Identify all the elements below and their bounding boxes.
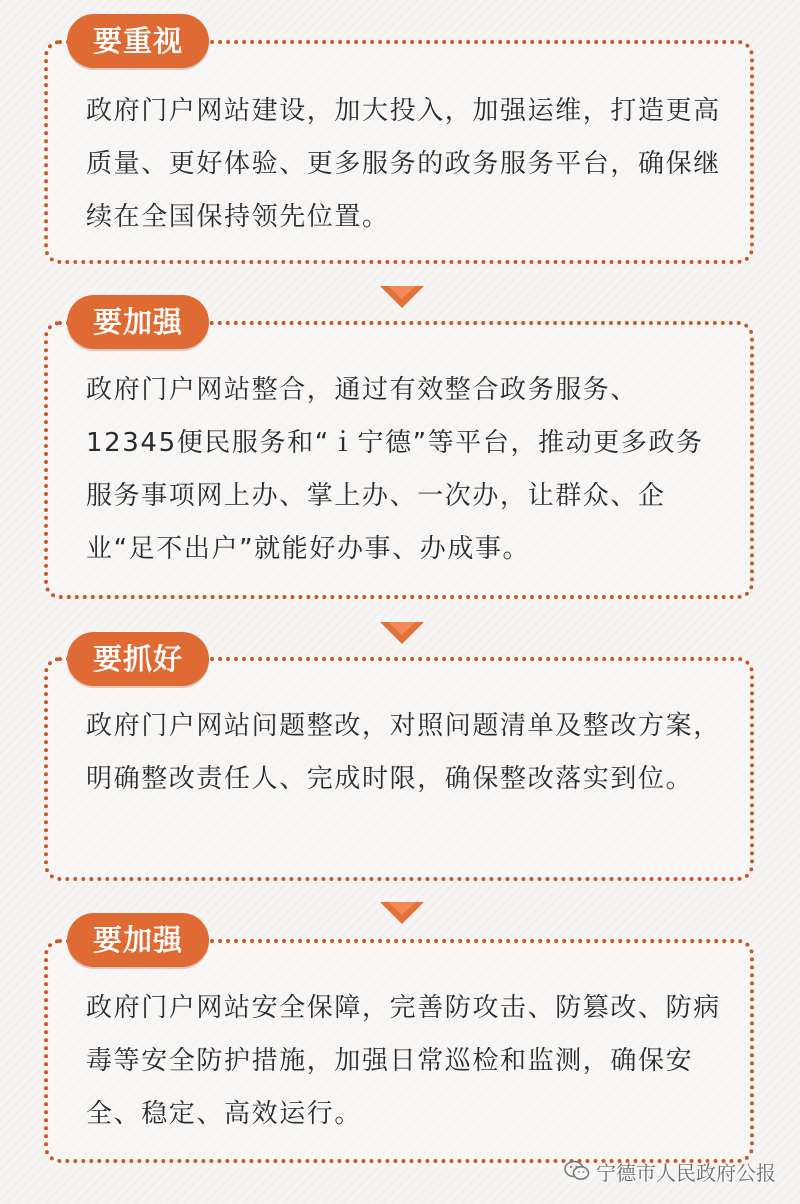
section-1-text: 政府门户网站建设，加大投入，加强运维，打造更高质量、更好体验、更多服务的政务服务平台，确保继续在全国保持领先位置。 (86, 96, 721, 232)
section-1-tag: 要重视 (67, 14, 209, 68)
section-2-tag: 要加强 (67, 295, 209, 349)
footer-label: 宁德市人民政府公报 (596, 1160, 776, 1185)
down-arrow-icon (380, 898, 424, 926)
section-4-text: 政府门户网站安全保障，完善防攻击、防篡改、防病毒等安全防护措施，加强日常巡检和监测，确保安全、稳定、高效运行。 (86, 993, 721, 1129)
footer-watermark (564, 1156, 776, 1186)
section-4-tag: 要加强 (67, 913, 209, 967)
section-3-text: 政府门户网站问题整改，对照问题清单及整改方案，明确整改责任人、完成时限，确保整改落实到位。 (86, 711, 721, 794)
down-arrow-icon (380, 618, 424, 646)
section-3-tag: 要抓好 (67, 632, 209, 686)
wechat-icon (564, 1160, 590, 1182)
down-arrow-icon (380, 282, 424, 310)
section-2-text: 政府门户网站整合，通过有效整合政务服务、12345便民服务和“ｉ宁德”等平台，推动更多政务服务事项网上办、掌上办、一次办，让群众、企业“足不出户”就能好办事、办成事。 (86, 375, 704, 564)
